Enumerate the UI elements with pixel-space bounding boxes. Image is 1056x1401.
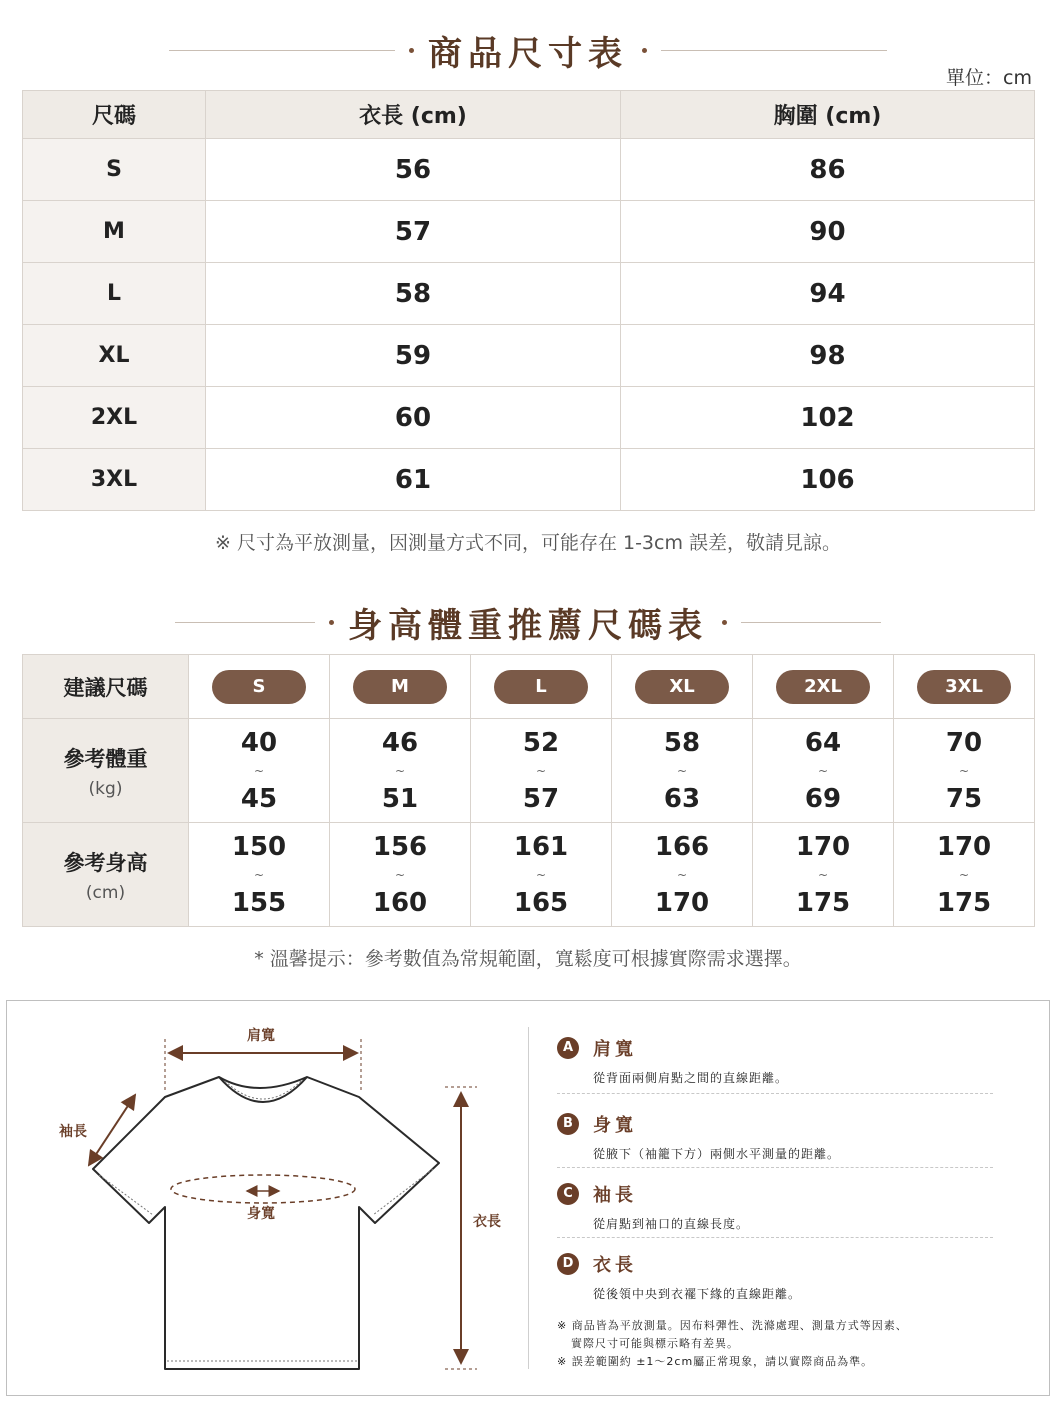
measurement-diagram [6, 1000, 1050, 1396]
cell-chest: 86 [621, 139, 1035, 201]
cell-chest: 94 [621, 263, 1035, 325]
title-rule-left [169, 50, 395, 51]
cell-length: 58 [206, 263, 621, 325]
cell-length: 60 [206, 387, 621, 449]
size-row-label [23, 655, 189, 719]
weight-min: 64 [804, 727, 842, 758]
table-row [23, 263, 1035, 325]
cell-chest: 90 [621, 201, 1035, 263]
cell-size: 2XL [23, 387, 206, 449]
weight-cell [894, 719, 1035, 823]
item-title: 袖長 [593, 1185, 637, 1206]
height-min: 161 [513, 831, 569, 862]
height-unit: (cm) [85, 882, 126, 903]
cell-size: M [23, 201, 206, 263]
item-separator [557, 1093, 993, 1094]
weight-min: 52 [522, 727, 560, 758]
footnote-line: ※ 誤差範圍約 ±1～2cm屬正常現象，請以實際商品為準。 [557, 1355, 874, 1368]
size-pill: 3XL [917, 670, 1011, 704]
item-desc: 從後領中央到衣襬下緣的直線距離。 [593, 1287, 802, 1301]
weight-min: 40 [240, 727, 278, 758]
size-cell [753, 655, 894, 719]
item-desc: 從肩點到袖口的直線長度。 [593, 1217, 750, 1231]
weight-max: 75 [945, 783, 983, 814]
table-row [23, 325, 1035, 387]
size-cell [189, 655, 330, 719]
tilde: ~ [676, 763, 688, 778]
item-title: 衣長 [593, 1255, 637, 1276]
table-row [23, 139, 1035, 201]
unit-label: 單位：cm [946, 67, 1032, 89]
table-row [23, 449, 1035, 511]
item-head [557, 1181, 993, 1207]
height-min: 166 [654, 831, 710, 862]
header-size: 尺碼 [23, 91, 206, 139]
shoulder-label: 肩寬 [247, 1028, 275, 1044]
height-max: 175 [795, 887, 851, 918]
tilde: ~ [676, 867, 688, 882]
header-chest: 胸圍 (cm) [621, 91, 1035, 139]
item-desc: 從腋下（袖籠下方）兩側水平測量的距離。 [593, 1147, 841, 1161]
height-min: 150 [231, 831, 287, 862]
height-cell [471, 823, 612, 927]
badge-a: A [557, 1037, 579, 1059]
size-pill: S [212, 670, 306, 704]
measure-item-shoulder [557, 1035, 993, 1086]
weight-cell [189, 719, 330, 823]
cell-length: 59 [206, 325, 621, 387]
size-chart-title-row [0, 26, 1056, 75]
height-max: 175 [936, 887, 992, 918]
height-label: 參考身高 [63, 850, 148, 875]
size-cell [330, 655, 471, 719]
title-dot [722, 620, 727, 625]
badge-c: C [557, 1183, 579, 1205]
recommend-chart-title-row [0, 598, 1056, 647]
cell-size: S [23, 139, 206, 201]
size-table [22, 90, 1035, 511]
weight-max: 69 [804, 783, 842, 814]
weight-max: 57 [522, 783, 560, 814]
size-pill: L [494, 670, 588, 704]
tilde: ~ [817, 763, 829, 778]
height-row [23, 823, 1035, 927]
cell-size: 3XL [23, 449, 206, 511]
size-row [23, 655, 1035, 719]
chest-label: 身寬 [247, 1206, 275, 1222]
weight-row-label [23, 719, 189, 823]
cell-chest: 106 [621, 449, 1035, 511]
diagram-footnote [557, 1317, 908, 1371]
table-row [23, 201, 1035, 263]
height-min: 156 [372, 831, 428, 862]
weight-min: 58 [663, 727, 701, 758]
cell-size: XL [23, 325, 206, 387]
tilde: ~ [535, 867, 547, 882]
size-cell [894, 655, 1035, 719]
height-max: 165 [513, 887, 569, 918]
cell-chest: 102 [621, 387, 1035, 449]
size-pill: 2XL [776, 670, 870, 704]
tilde: ~ [817, 867, 829, 882]
item-desc: 從背面兩側肩點之間的直線距離。 [593, 1071, 789, 1085]
badge-b: B [557, 1113, 579, 1135]
cell-length: 57 [206, 201, 621, 263]
title-dot [642, 48, 647, 53]
weight-cell [471, 719, 612, 823]
footnote-line: 實際尺寸可能與標示略有差異。 [571, 1337, 739, 1350]
length-label: 衣長 [473, 1214, 501, 1230]
height-row-label [23, 823, 189, 927]
cell-chest: 98 [621, 325, 1035, 387]
tilde: ~ [253, 867, 265, 882]
tilde: ~ [253, 763, 265, 778]
title-dot [409, 48, 414, 53]
tilde: ~ [958, 867, 970, 882]
weight-cell [753, 719, 894, 823]
title-rule-right [661, 50, 887, 51]
recommend-chart-title: 身高體重推薦尺碼表 [348, 606, 708, 646]
height-cell [612, 823, 753, 927]
weight-min: 46 [381, 727, 419, 758]
weight-cell [612, 719, 753, 823]
tshirt-diagram [7, 1001, 528, 1397]
size-label: 建議尺碼 [63, 675, 148, 700]
tilde: ~ [958, 763, 970, 778]
item-separator [557, 1237, 993, 1238]
table-row [23, 387, 1035, 449]
diagram-divider [528, 1027, 529, 1369]
sleeve-label: 袖長 [59, 1124, 87, 1140]
weight-max: 51 [381, 783, 419, 814]
footnote-line: ※ 商品皆為平放測量。因布料彈性、洗滌處理、測量方式等因素、 [557, 1319, 908, 1332]
recommend-chart-note: * 溫馨提示：參考數值為常規範圍，寬鬆度可根據實際需求選擇。 [254, 948, 802, 970]
cell-size: L [23, 263, 206, 325]
height-cell [189, 823, 330, 927]
size-pill: XL [635, 670, 729, 704]
title-dot [329, 620, 334, 625]
height-cell [330, 823, 471, 927]
tilde: ~ [535, 763, 547, 778]
recommend-table [22, 654, 1035, 927]
item-head [557, 1111, 993, 1137]
height-max: 170 [654, 887, 710, 918]
weight-unit: (kg) [88, 778, 123, 799]
height-max: 160 [372, 887, 428, 918]
size-pill: M [353, 670, 447, 704]
weight-max: 63 [663, 783, 701, 814]
measure-item-chest [557, 1111, 993, 1162]
size-cell [471, 655, 612, 719]
size-chart-note: ※ 尺寸為平放測量，因測量方式不同，可能存在 1-3cm 誤差，敬請見諒。 [214, 532, 842, 554]
height-cell [753, 823, 894, 927]
measure-item-sleeve [557, 1181, 993, 1232]
height-min: 170 [795, 831, 851, 862]
measure-item-length [557, 1251, 993, 1302]
badge-d: D [557, 1253, 579, 1275]
item-title: 身寬 [593, 1115, 637, 1136]
weight-min: 70 [945, 727, 983, 758]
table-header-row [23, 91, 1035, 139]
item-separator [557, 1167, 993, 1168]
height-min: 170 [936, 831, 992, 862]
cell-length: 56 [206, 139, 621, 201]
weight-label: 參考體重 [63, 746, 148, 771]
item-head [557, 1035, 993, 1061]
item-title: 肩寬 [593, 1039, 637, 1060]
header-length: 衣長 (cm) [206, 91, 621, 139]
height-cell [894, 823, 1035, 927]
item-head [557, 1251, 993, 1277]
tshirt-outline [93, 1077, 439, 1369]
weight-cell [330, 719, 471, 823]
title-rule-right [741, 622, 881, 623]
weight-row [23, 719, 1035, 823]
cell-length: 61 [206, 449, 621, 511]
size-cell [612, 655, 753, 719]
height-max: 155 [231, 887, 287, 918]
size-chart-title: 商品尺寸表 [428, 34, 628, 74]
weight-max: 45 [240, 783, 278, 814]
title-rule-left [175, 622, 315, 623]
tilde: ~ [394, 867, 406, 882]
tilde: ~ [394, 763, 406, 778]
